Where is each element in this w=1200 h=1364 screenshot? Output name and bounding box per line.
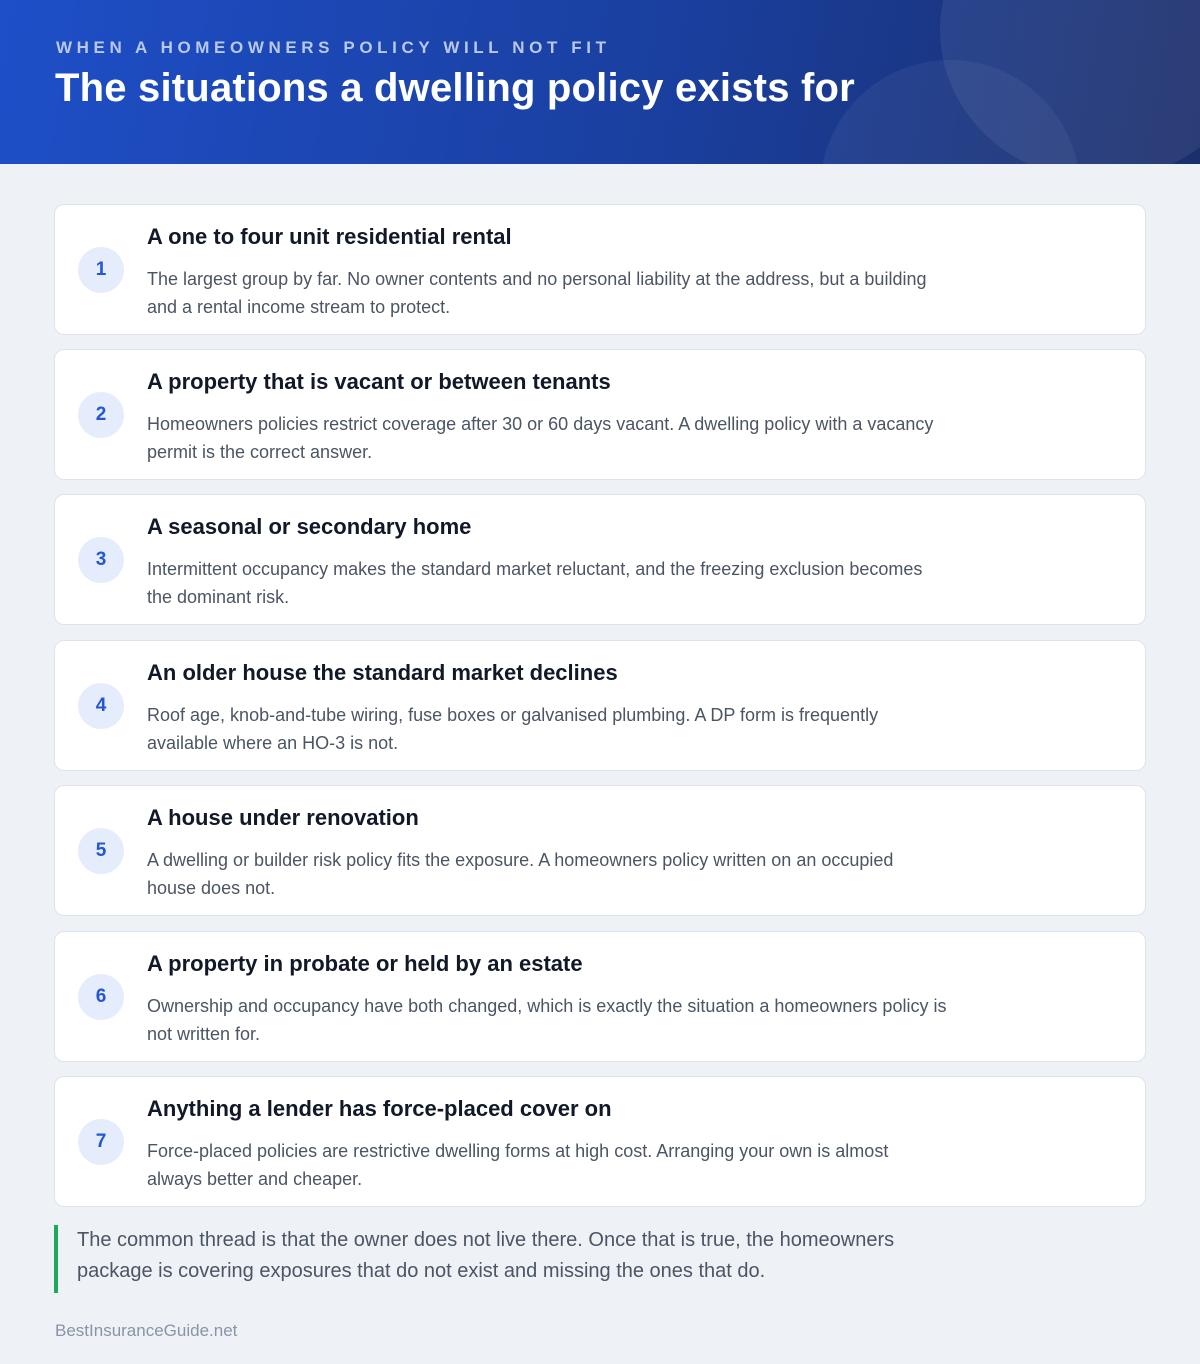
source-credit: BestInsuranceGuide.net — [55, 1321, 238, 1340]
situation-card-5 — [54, 785, 1146, 916]
card-title: Anything a lender has force-placed cover on — [147, 1096, 612, 1121]
eyebrow-label: WHEN A HOMEOWNERS POLICY WILL NOT FIT — [56, 38, 611, 57]
card-body: Roof age, knob-and-tube wiring, fuse boxes or galvanised plumbing. A DP form is frequently available where an HO-3 is not. — [147, 705, 879, 753]
card-title: A seasonal or secondary home — [147, 514, 472, 539]
card-title: A property in probate or held by an estate — [147, 951, 583, 976]
card-body: Force-placed policies are restrictive dwelling forms at high cost. Arranging your own is almost always better and cheaper. — [147, 1141, 889, 1189]
situation-card-7 — [54, 1076, 1146, 1207]
number-badge: 1 — [78, 247, 124, 293]
page-title: The situations a dwelling policy exists for — [55, 66, 855, 110]
number-badge: 6 — [78, 974, 124, 1020]
card-body: Homeowners policies restrict coverage after 30 or 60 days vacant. A dwelling policy with a vacancy permit is the correct answer. — [147, 414, 934, 462]
number-badge: 3 — [78, 537, 124, 583]
card-title: A one to four unit residential rental — [147, 224, 512, 249]
situation-card-3 — [54, 494, 1146, 625]
number-badge: 4 — [78, 683, 124, 729]
card-body: The largest group by far. No owner contents and no personal liability at the address, but a building and a rental income stream to protect. — [147, 269, 927, 317]
situation-card-1 — [54, 204, 1146, 335]
summary-callout: The common thread is that the owner does not live there. Once that is true, the homeowners package is covering exposures that do not exist and missing the ones that do. — [54, 1225, 954, 1293]
situation-card-6 — [54, 931, 1146, 1062]
card-title: A house under renovation — [147, 805, 419, 830]
number-badge: 7 — [78, 1119, 124, 1165]
situation-card-4 — [54, 640, 1146, 771]
card-title: A property that is vacant or between tenants — [147, 369, 611, 394]
number-badge: 5 — [78, 828, 124, 874]
card-body: A dwelling or builder risk policy fits the exposure. A homeowners policy written on an occupied house does not. — [147, 850, 894, 898]
header-banner — [0, 0, 1200, 164]
card-title: An older house the standard market declines — [147, 660, 618, 685]
card-body: Intermittent occupancy makes the standard market reluctant, and the freezing exclusion becomes the dominant risk. — [147, 559, 923, 607]
situation-card-2 — [54, 349, 1146, 480]
number-badge: 2 — [78, 392, 124, 438]
card-body: Ownership and occupancy have both changed, which is exactly the situation a homeowners policy is not written for. — [147, 996, 947, 1044]
